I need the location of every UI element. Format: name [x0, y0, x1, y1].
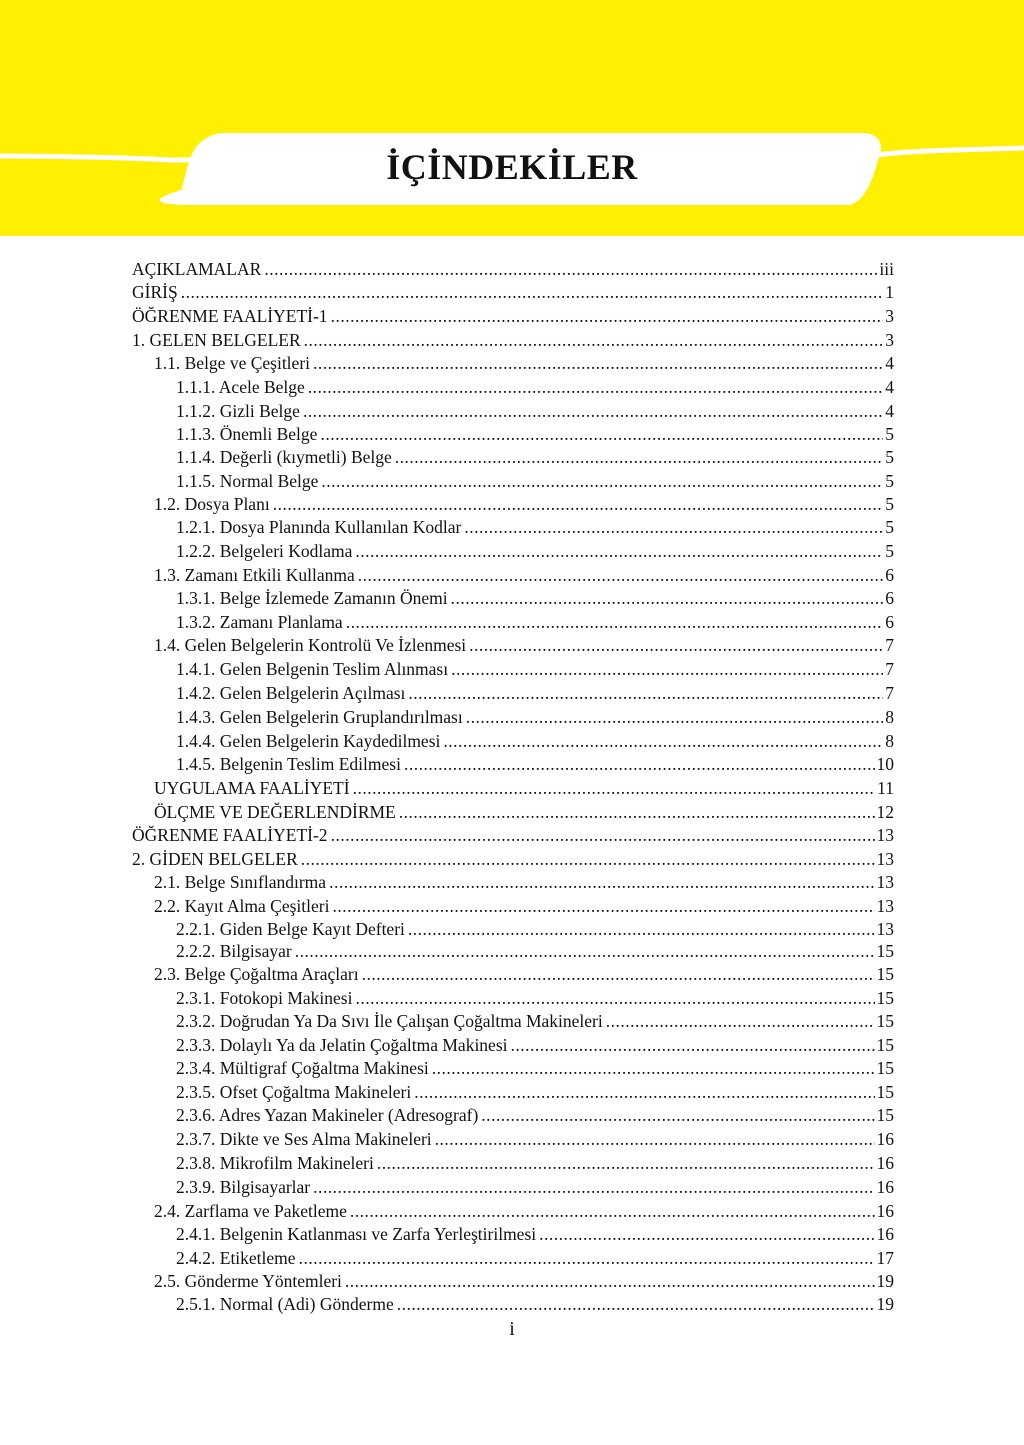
- toc-entry-page: 5: [885, 517, 894, 537]
- toc-entry[interactable]: [176, 1082, 894, 1102]
- toc-entry-label: ÖLÇME VE DEĞERLENDİRME: [154, 802, 396, 822]
- toc-entry-label: 1.1.1. Acele Belge: [176, 377, 305, 397]
- toc-entry-label: 1.1.4. Değerli (kıymetli) Belge: [176, 447, 392, 467]
- toc-entry-page: 13: [876, 872, 894, 892]
- toc-entry-label: ÖĞRENME FAALİYETİ-2: [132, 825, 328, 845]
- toc-entry[interactable]: [176, 1153, 894, 1173]
- toc-entry-page: 15: [876, 988, 894, 1008]
- toc-entry-label: 2.3.4. Mültigraf Çoğaltma Makinesi: [176, 1058, 429, 1078]
- toc-entry-label: 1.3.1. Belge İzlemede Zamanın Önemi: [176, 588, 448, 608]
- toc-entry[interactable]: [132, 306, 894, 326]
- toc-entry-page: 5: [885, 424, 894, 444]
- toc-leader-dots: [321, 471, 883, 491]
- toc-entry[interactable]: [176, 1035, 894, 1055]
- toc-entry-page: 7: [885, 659, 894, 679]
- toc-entry-page: 16: [876, 1224, 894, 1244]
- toc-leader-dots: [432, 1058, 875, 1078]
- toc-leader-dots: [606, 1011, 875, 1031]
- toc-entry-page: 4: [885, 401, 894, 421]
- toc-entry[interactable]: [176, 707, 894, 727]
- toc-leader-dots: [395, 447, 883, 467]
- toc-entry-page: 11: [877, 778, 894, 798]
- toc-entry-page: 5: [885, 541, 894, 561]
- toc-leader-dots: [350, 1201, 875, 1221]
- toc-entry-page: 6: [885, 612, 894, 632]
- toc-leader-dots: [308, 377, 883, 397]
- toc-entry-page: 15: [876, 1082, 894, 1102]
- toc-entry-page: 5: [885, 447, 894, 467]
- toc-entry-label: 2.4.2. Etiketleme: [176, 1248, 296, 1268]
- toc-leader-dots: [299, 1248, 875, 1268]
- toc-entry[interactable]: [132, 825, 894, 845]
- toc-entry[interactable]: [176, 1129, 894, 1149]
- toc-leader-dots: [355, 988, 874, 1008]
- toc-leader-dots: [399, 802, 875, 822]
- toc-leader-dots: [181, 282, 884, 302]
- toc-leader-dots: [451, 588, 884, 608]
- toc-entry[interactable]: [176, 612, 894, 632]
- toc-entry[interactable]: [176, 541, 894, 561]
- toc-entry[interactable]: [154, 872, 894, 892]
- toc-entry-label: 2.5.1. Normal (Adi) Gönderme: [176, 1294, 394, 1314]
- toc-entry-label: 2.4.1. Belgenin Katlanması ve Zarfa Yerleştirilmesi: [176, 1224, 537, 1244]
- toc-entry-label: 2.3.8. Mikrofilm Makineleri: [176, 1153, 374, 1173]
- toc-entry[interactable]: [132, 330, 894, 350]
- toc-entry[interactable]: [176, 424, 894, 444]
- toc-leader-dots: [469, 635, 883, 655]
- toc-entry[interactable]: [176, 447, 894, 467]
- toc-leader-dots: [304, 330, 884, 350]
- toc-entry[interactable]: [176, 683, 894, 703]
- toc-leader-dots: [355, 541, 883, 561]
- toc-entry[interactable]: [176, 659, 894, 679]
- toc-entry[interactable]: [176, 1248, 894, 1268]
- toc-entry-label: 1.3.2. Zamanı Planlama: [176, 612, 343, 632]
- toc-entry-label: 2.5. Gönderme Yöntemleri: [154, 1271, 342, 1291]
- toc-entry-page: 19: [876, 1294, 894, 1314]
- toc-leader-dots: [397, 1294, 875, 1314]
- toc-entry-page: 17: [876, 1248, 894, 1268]
- toc-leader-dots: [273, 494, 884, 514]
- toc-entry-label: 1.1.3. Önemli Belge: [176, 424, 318, 444]
- toc-entry-page: 16: [876, 1201, 894, 1221]
- toc-entry[interactable]: [176, 377, 894, 397]
- toc-entry-page: 13: [876, 849, 894, 869]
- toc-entry-page: 13: [876, 896, 894, 916]
- toc-entry-label: 2.3.9. Bilgisayarlar: [176, 1177, 311, 1197]
- toc-entry[interactable]: [176, 588, 894, 608]
- toc-entry-label: 1.3. Zamanı Etkili Kullanma: [154, 565, 355, 585]
- toc-entry-label: ÖĞRENME FAALİYETİ-1: [132, 306, 328, 326]
- toc-leader-dots: [345, 1271, 875, 1291]
- toc-entry-page: 7: [885, 635, 894, 655]
- toc-entry-page: 1: [885, 282, 894, 302]
- toc-entry-page: 15: [876, 1011, 894, 1031]
- toc-entry[interactable]: [154, 802, 894, 822]
- toc-entry[interactable]: [154, 494, 894, 514]
- toc-entry-page: 8: [885, 707, 894, 727]
- toc-leader-dots: [332, 896, 874, 916]
- toc-leader-dots: [313, 1177, 874, 1197]
- page-number: i: [509, 1318, 515, 1340]
- toc-entry-page: 15: [876, 964, 894, 984]
- toc-entry-page: 5: [885, 494, 894, 514]
- toc-entry-label: 1.2. Dosya Planı: [154, 494, 270, 514]
- toc-entry[interactable]: [132, 849, 894, 869]
- toc-entry-page: iii: [879, 259, 894, 279]
- toc-entry-page: 13: [876, 919, 894, 939]
- toc-leader-dots: [408, 683, 883, 703]
- toc-entry[interactable]: [154, 964, 894, 984]
- toc-entry[interactable]: [176, 919, 894, 939]
- toc-entry-page: 15: [876, 1105, 894, 1125]
- toc-entry-page: 12: [876, 802, 894, 822]
- toc-entry-page: 16: [876, 1153, 894, 1173]
- toc-leader-dots: [404, 754, 875, 774]
- toc-entry[interactable]: [176, 1224, 894, 1244]
- toc-leader-dots: [295, 941, 875, 961]
- toc-entry[interactable]: [176, 517, 894, 537]
- toc-leader-dots: [331, 306, 884, 326]
- toc-entry[interactable]: [176, 1294, 894, 1314]
- toc-leader-dots: [511, 1035, 875, 1055]
- toc-entry-label: 2.3.3. Dolaylı Ya da Jelatin Çoğaltma Makinesi: [176, 1035, 508, 1055]
- toc-leader-dots: [362, 964, 875, 984]
- toc-entry-label: 2. GİDEN BELGELER: [132, 849, 298, 869]
- toc-entry-label: 1.4.2. Gelen Belgelerin Açılması: [176, 683, 406, 703]
- toc-entry-label: 1.1.2. Gizli Belge: [176, 401, 300, 421]
- toc-leader-dots: [451, 659, 883, 679]
- toc-entry[interactable]: [154, 635, 894, 655]
- toc-entry-label: 2.3.5. Ofset Çoğaltma Makineleri: [176, 1082, 412, 1102]
- toc-leader-dots: [331, 825, 875, 845]
- toc-entry-page: 15: [876, 941, 894, 961]
- toc-entry-label: 2.3.2. Doğrudan Ya Da Sıvı İle Çalışan Çoğaltma Makineleri: [176, 1011, 603, 1031]
- toc-entry[interactable]: [154, 1201, 894, 1221]
- toc-leader-dots: [539, 1224, 874, 1244]
- toc-leader-dots: [329, 872, 874, 892]
- toc-entry[interactable]: [132, 282, 894, 302]
- toc-leader-dots: [301, 849, 875, 869]
- toc-entry-page: 8: [885, 731, 894, 751]
- toc-entry-label: 2.1. Belge Sınıflandırma: [154, 872, 327, 892]
- toc-entry[interactable]: [176, 941, 894, 961]
- toc-entry-page: 13: [876, 825, 894, 845]
- toc-leader-dots: [346, 612, 884, 632]
- toc-entry-page: 10: [876, 754, 894, 774]
- page-title: İÇİNDEKİLER: [386, 147, 638, 187]
- toc-entry[interactable]: [154, 353, 894, 373]
- toc-entry[interactable]: [154, 896, 894, 916]
- toc-entry-label: 1.4. Gelen Belgelerin Kontrolü Ve İzlenmesi: [154, 635, 467, 655]
- toc-entry-label: GİRİŞ: [132, 282, 178, 302]
- toc-leader-dots: [264, 259, 877, 279]
- toc-leader-dots: [464, 517, 883, 537]
- toc-entry-label: 1. GELEN BELGELER: [132, 330, 301, 350]
- toc-leader-dots: [466, 707, 884, 727]
- toc-entry[interactable]: [176, 754, 894, 774]
- toc-leader-dots: [443, 731, 883, 751]
- toc-entry-label: 2.3.1. Fotokopi Makinesi: [176, 988, 353, 1008]
- toc-entry-label: 1.4.5. Belgenin Teslim Edilmesi: [176, 754, 401, 774]
- toc-leader-dots: [414, 1082, 874, 1102]
- toc-entry-page: 15: [876, 1058, 894, 1078]
- toc-entry[interactable]: [132, 259, 894, 279]
- toc-entry-page: 7: [885, 683, 894, 703]
- toc-leader-dots: [408, 919, 875, 939]
- toc-entry-page: 19: [876, 1271, 894, 1291]
- toc-entry-label: 2.3.7. Dikte ve Ses Alma Makineleri: [176, 1129, 432, 1149]
- toc-entry-label: UYGULAMA FAALİYETİ: [154, 778, 350, 798]
- toc-entry[interactable]: [176, 1058, 894, 1078]
- toc-entry[interactable]: [176, 1105, 894, 1125]
- toc-entry-label: 2.2.1. Giden Belge Kayıt Defteri: [176, 919, 405, 939]
- toc-leader-dots: [320, 424, 883, 444]
- toc-leader-dots: [353, 778, 876, 798]
- toc-entry[interactable]: [176, 1177, 894, 1197]
- toc-entry-page: 5: [885, 471, 894, 491]
- toc-entry-label: 2.4. Zarflama ve Paketleme: [154, 1201, 347, 1221]
- toc-leader-dots: [313, 353, 883, 373]
- toc-entry-label: 1.1. Belge ve Çeşitleri: [154, 353, 311, 373]
- toc-entry-page: 6: [885, 588, 894, 608]
- toc-entry-page: 4: [885, 353, 894, 373]
- toc-entry[interactable]: [176, 471, 894, 491]
- toc-entry-page: 16: [876, 1129, 894, 1149]
- toc-entry-page: 16: [876, 1177, 894, 1197]
- toc-entry-label: 1.4.4. Gelen Belgelerin Kaydedilmesi: [176, 731, 441, 751]
- toc-entry[interactable]: [154, 565, 894, 585]
- toc-entry-label: 1.1.5. Normal Belge: [176, 471, 319, 491]
- toc-entry-label: 1.4.3. Gelen Belgelerin Gruplandırılması: [176, 707, 463, 727]
- toc-entry-label: 1.4.1. Gelen Belgenin Teslim Alınması: [176, 659, 449, 679]
- toc-entry-label: 1.2.1. Dosya Planında Kullanılan Kodlar: [176, 517, 462, 537]
- toc-entry-page: 3: [885, 330, 894, 350]
- toc-entry[interactable]: [176, 988, 894, 1008]
- toc-entry-page: 3: [885, 306, 894, 326]
- toc-entry-label: 2.2. Kayıt Alma Çeşitleri: [154, 896, 330, 916]
- toc-entry-label: 2.3.6. Adres Yazan Makineler (Adresograf): [176, 1105, 479, 1125]
- toc-leader-dots: [481, 1105, 874, 1125]
- toc-entry[interactable]: [176, 401, 894, 421]
- toc-entry[interactable]: [176, 1011, 894, 1031]
- toc-entry[interactable]: [154, 778, 894, 798]
- toc-leader-dots: [377, 1153, 875, 1173]
- toc-leader-dots: [435, 1129, 875, 1149]
- toc-leader-dots: [358, 565, 884, 585]
- toc-entry-label: 2.2.2. Bilgisayar: [176, 941, 292, 961]
- toc-entry-label: 2.3. Belge Çoğaltma Araçları: [154, 964, 359, 984]
- toc-entry[interactable]: [154, 1271, 894, 1291]
- toc-entry-page: 15: [876, 1035, 894, 1055]
- toc-entry-label: AÇIKLAMALAR: [132, 259, 262, 279]
- toc-entry-page: 4: [885, 377, 894, 397]
- toc-entry-page: 6: [885, 565, 894, 585]
- toc-leader-dots: [303, 401, 883, 421]
- toc-entry[interactable]: [176, 731, 894, 751]
- toc-entry-label: 1.2.2. Belgeleri Kodlama: [176, 541, 353, 561]
